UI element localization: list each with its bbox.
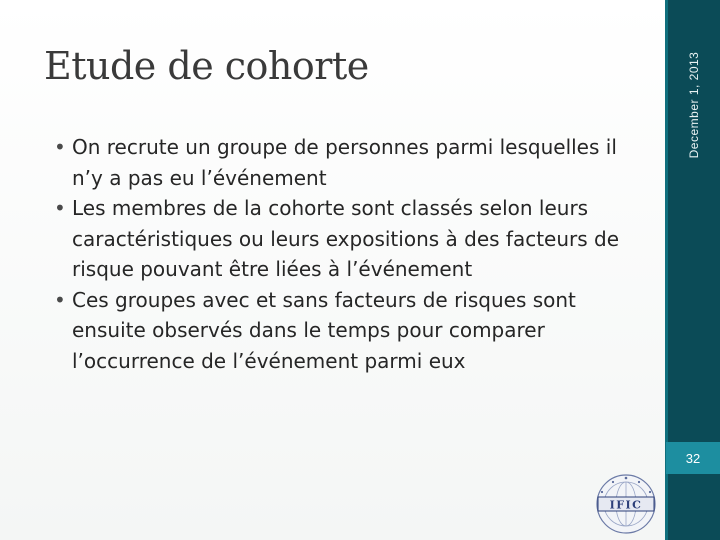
bullet-item [54,132,644,193]
globe-seal-logo-icon [590,473,662,535]
bullet-item [54,193,644,285]
logo-text: IFIC [609,498,643,512]
bullet-item [54,285,644,377]
slide-title: Etude de cohorte [44,44,369,88]
bullet-text: On recrute un groupe de personnes parmi lesquelles il n’y a pas eu l’événement [72,135,617,190]
bullet-icon: • [54,287,66,312]
bullet-icon: • [54,135,66,159]
page-number-box [666,442,720,474]
bullet-text: Ces groupes avec et sans facteurs de risques sont ensuite observés dans le temps pour comparer l’occurrence de l’événement parmi eux [72,287,576,373]
slide-date: December 1, 2013 [687,51,701,159]
bullet-list [54,132,644,376]
bullet-text: Les membres de la cohorte sont classés selon leurs caractéristiques ou leurs expositions à des facteurs de risque pouvant être liées à l’événement [72,196,620,281]
bullet-icon: • [54,196,66,220]
page-number: 32 [685,450,701,466]
date-container [668,0,720,210]
